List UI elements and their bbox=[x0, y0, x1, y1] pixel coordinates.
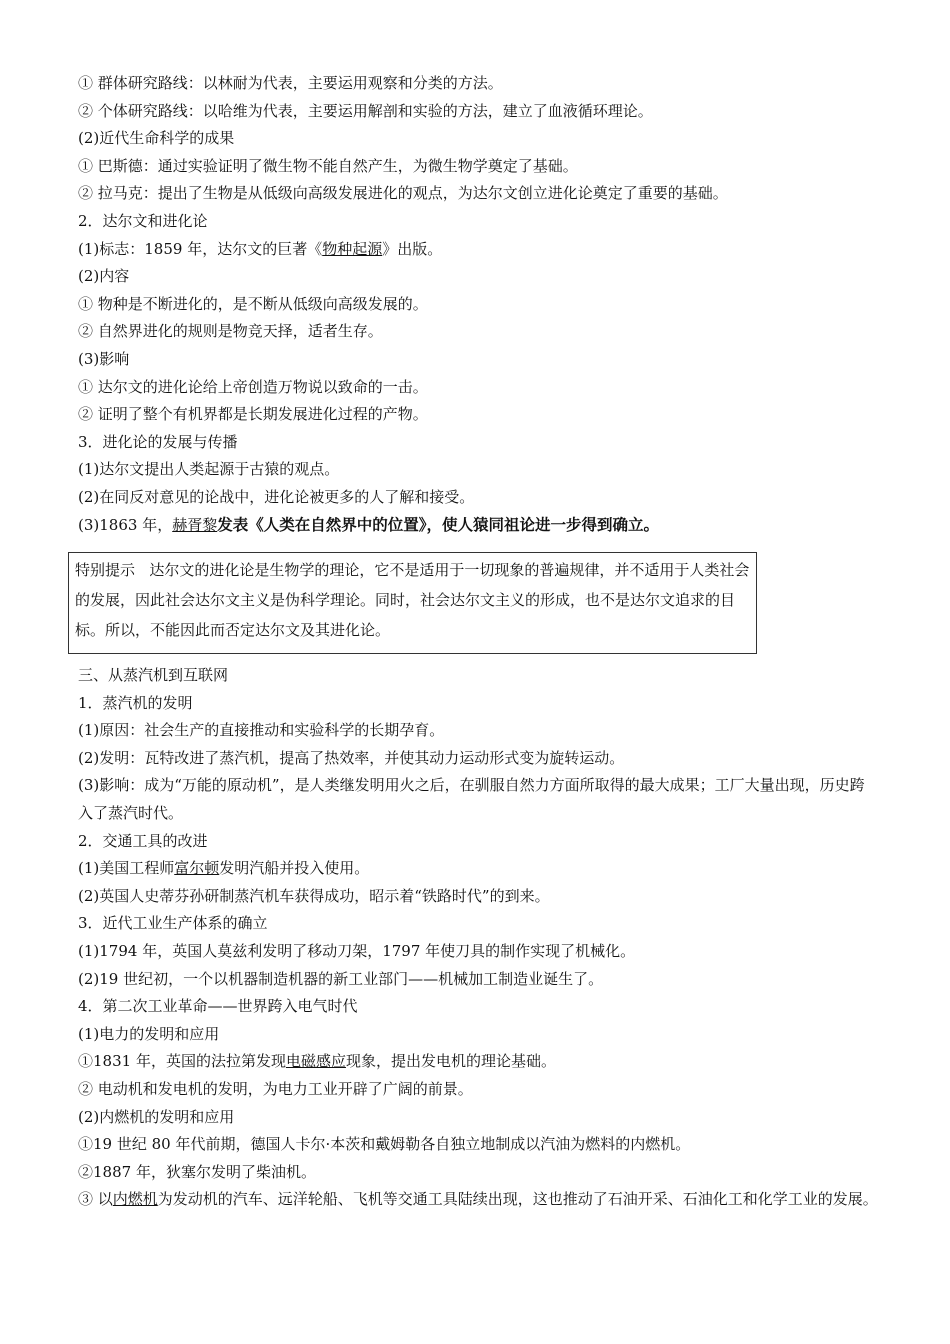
text-line: (1)原因：社会生产的直接推动和实验科学的长期孕育。 bbox=[78, 721, 445, 740]
engine-term: 内燃机 bbox=[112, 1190, 158, 1209]
section-heading: 1．蒸汽机的发明 bbox=[78, 693, 193, 712]
text-line: ② 个体研究路线：以哈维为代表，主要运用解剖和实验的方法，建立了血液循环理论。 bbox=[78, 101, 653, 120]
text-line: (3)影响 bbox=[78, 349, 130, 368]
section-title: 三、从蒸汽机到互联网 bbox=[78, 666, 229, 684]
text-line: ②1887 年，狄塞尔发明了柴油机。 bbox=[78, 1162, 316, 1181]
text-line: (2)近代生命科学的成果 bbox=[78, 129, 235, 148]
section-heading: 4．第二次工业革命——世界跨入电气时代 bbox=[78, 997, 358, 1016]
text-line: ① 巴斯德：通过实验证明了微生物不能自然产生，为微生物学奠定了基础。 bbox=[78, 156, 578, 175]
section-heading: 3．近代工业生产体系的确立 bbox=[78, 914, 268, 933]
document-page bbox=[78, 70, 878, 539]
text-line: ① 达尔文的进化论给上帝创造万物说以致命的一击。 bbox=[78, 377, 428, 396]
text-line: (1)达尔文提出人类起源于古猿的观点。 bbox=[78, 460, 340, 479]
text-line: (1)1794 年，英国人莫兹利发明了移动刀架，1797 年使刀具的制作实现了机械化。 bbox=[78, 941, 636, 960]
note-label: 特别提示 bbox=[75, 561, 136, 579]
text-line: ① 群体研究路线：以林耐为代表，主要运用观察和分类的方法。 bbox=[78, 74, 503, 92]
special-note-box bbox=[68, 552, 757, 654]
text-line: ① 物种是不断进化的，是不断从低级向高级发展的。 bbox=[78, 294, 428, 313]
text-line: (2)发明：瓦特改进了蒸汽机，提高了热效率，并使其动力运动形式变为旋转运动。 bbox=[78, 748, 625, 767]
text-line: ② 拉马克：提出了生物是从低级向高级发展进化的观点，为达尔文创立进化论奠定了重要的基础。 bbox=[78, 184, 728, 203]
impact-paragraph: (3)影响：成为“万能的原动机”，是人类继发明用火之后，在驯服自然力方面所取得的最大成果；工厂大量出现，历史跨入了蒸汽时代。 bbox=[78, 776, 865, 822]
section-heading: 2．交通工具的改进 bbox=[78, 831, 208, 850]
huxley-name: 赫胥黎 bbox=[172, 515, 218, 534]
text-line: (1)电力的发明和应用 bbox=[78, 1024, 220, 1043]
engine-paragraph: ③ 以内燃机为发动机的汽车、远洋轮船、飞机等交通工具陆续出现，这也推动了石油开采、石油化工和化学工业的发展。 bbox=[78, 1190, 878, 1209]
book-title-link: 物种起源 bbox=[322, 239, 383, 258]
text-line: (2)内容 bbox=[78, 267, 130, 286]
faraday-line: ①1831 年，英国的法拉第发现电磁感应现象，提出发电机的理论基础。 bbox=[78, 1052, 556, 1071]
section-steam-to-internet bbox=[78, 662, 878, 1214]
text-line: ② 证明了整个有机界都是长期发展进化过程的产物。 bbox=[78, 405, 428, 424]
text-line: (2)在同反对意见的论战中，进化论被更多的人了解和接受。 bbox=[78, 487, 475, 506]
fulton-name: 富尔顿 bbox=[174, 859, 220, 878]
text-line: (2)英国人史蒂芬孙研制蒸汽机车获得成功，昭示着“铁路时代”的到来。 bbox=[78, 886, 550, 905]
section-heading: 2．达尔文和进化论 bbox=[78, 211, 208, 230]
induction-term: 电磁感应 bbox=[285, 1052, 346, 1071]
text-line: ①19 世纪 80 年代前期，德国人卡尔·本茨和戴姆勒各自独立地制成以汽油为燃料的内燃机。 bbox=[78, 1135, 691, 1154]
origin-line: (1)标志：1859 年，达尔文的巨著《物种起源》出版。 bbox=[78, 239, 443, 258]
huxley-line: (3)1863 年，赫胥黎发表《人类在自然界中的位置》，使人猿同祖论进一步得到确立。 bbox=[78, 515, 659, 534]
section-heading: 3．进化论的发展与传播 bbox=[78, 432, 238, 451]
text-line: ② 电动机和发电机的发明，为电力工业开辟了广阔的前景。 bbox=[78, 1079, 473, 1098]
note-text: 达尔文的进化论是生物学的理论，它不是适用于一切现象的普遍规律，并不适用于人类社会的发展，因此社会达尔文主义是伪科学理论。同时，社会达尔文主义的形成，也不是达尔文追求的目标。所以，不能因此而否定达尔文及其进化论。 bbox=[75, 561, 750, 639]
text-line: (2)内燃机的发明和应用 bbox=[78, 1107, 235, 1126]
text-line: (2)19 世纪初，一个以机器制造机器的新工业部门——机械加工制造业诞生了。 bbox=[78, 969, 604, 988]
fulton-line: (1)美国工程师富尔顿发明汽船并投入使用。 bbox=[78, 859, 370, 878]
text-line: ② 自然界进化的规则是物竞天择，适者生存。 bbox=[78, 322, 383, 341]
